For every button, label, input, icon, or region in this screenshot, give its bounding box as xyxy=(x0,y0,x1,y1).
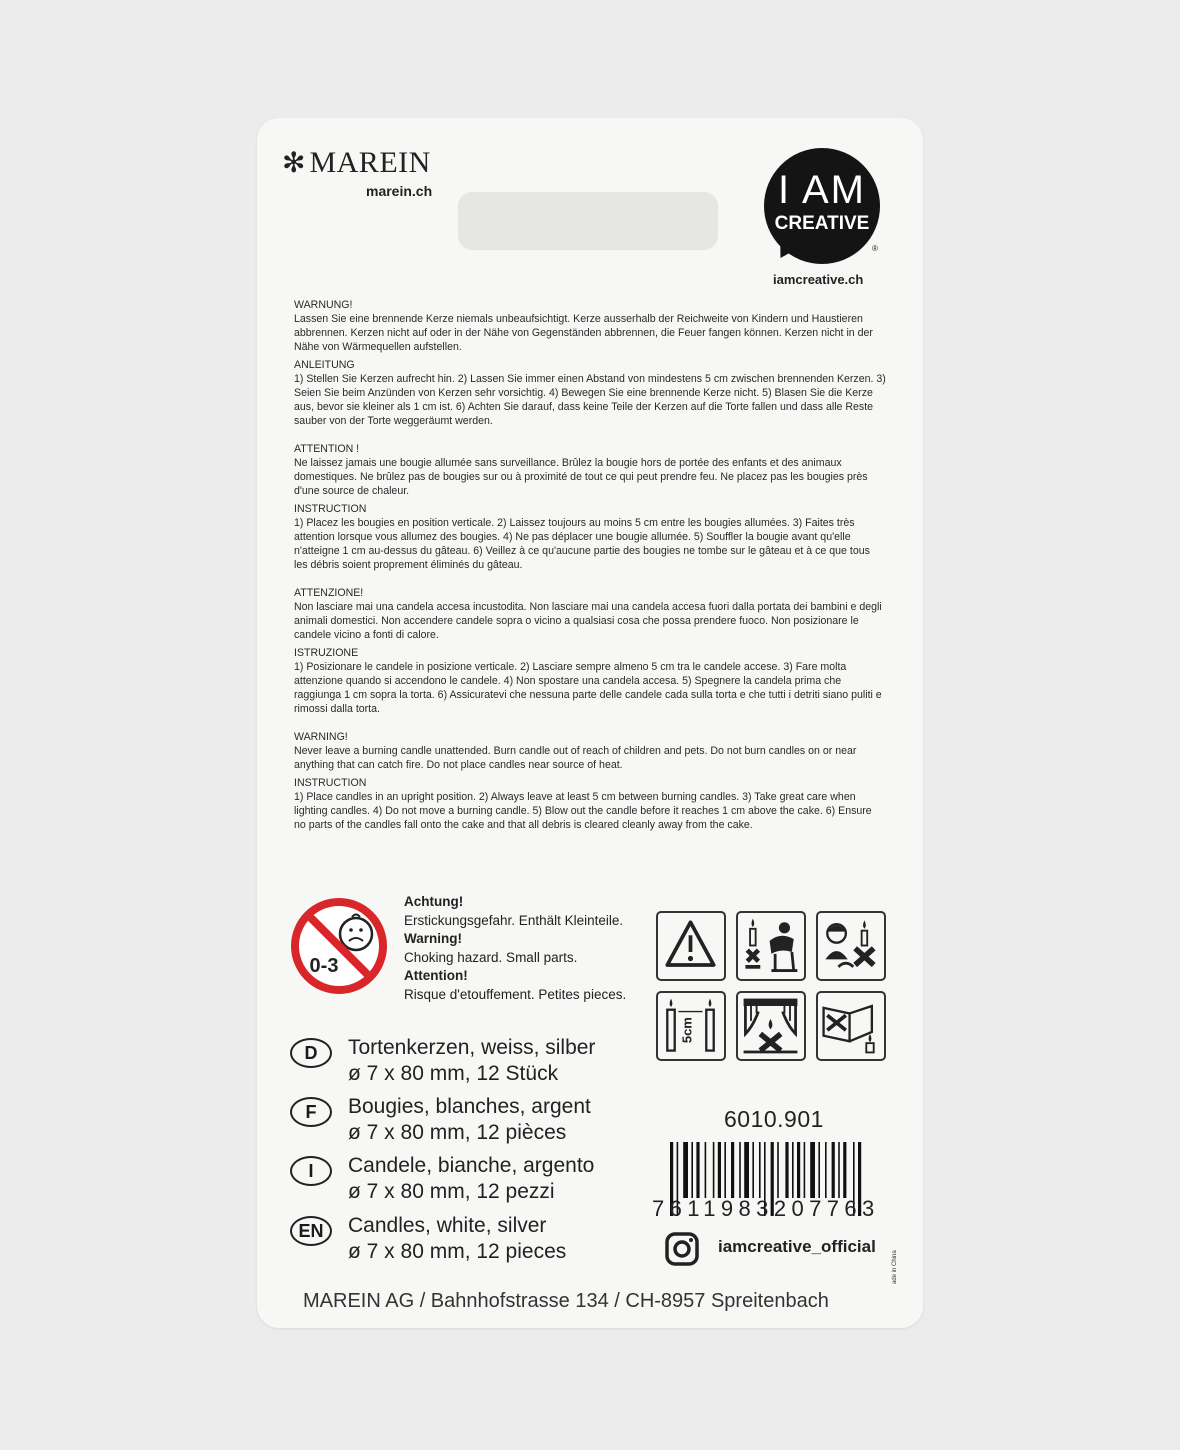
barcode-bar xyxy=(804,1142,806,1198)
barcode-bar xyxy=(696,1142,699,1198)
section-attenzione xyxy=(294,586,886,642)
product-size: ø 7 x 80 mm, 12 pieces xyxy=(348,1240,567,1263)
iam-line2: CREATIVE xyxy=(774,213,870,234)
section-heading: WARNUNG! xyxy=(294,299,353,311)
barcode-bar xyxy=(718,1142,721,1198)
barcode-bar xyxy=(744,1142,749,1198)
section-warnung xyxy=(294,298,886,354)
product-desc-en xyxy=(290,1213,566,1265)
barcode-bar xyxy=(705,1142,707,1198)
instagram-handle: iamcreative_official xyxy=(718,1237,876,1256)
section-instruction-fr xyxy=(294,502,886,572)
candle-near-children-pets-icon xyxy=(816,911,886,981)
candle-near-books-icon xyxy=(816,991,886,1061)
section-heading: ISTRUZIONE xyxy=(294,647,359,659)
barcode-bar xyxy=(785,1142,788,1198)
barcode-bar xyxy=(752,1142,754,1198)
section-heading: INSTRUCTION xyxy=(294,503,367,515)
hazard-title: Warning! xyxy=(404,931,462,946)
brand-name: MAREIN xyxy=(309,146,431,179)
lang-badge-fr: F xyxy=(290,1097,332,1127)
section-heading: WARNING! xyxy=(294,731,348,743)
distance-label: 5cm xyxy=(679,1017,695,1044)
hazard-text: Erstickungsgefahr. Enthält Kleinteile. xyxy=(404,912,624,928)
section-body: 1) Posizionare le candele in posizione verticale. 2) Lasciare sempre almeno 5 cm tra le candele accese. 3) Fare molta attenzione quando si accendono le candele. 4) Non spostare una candela accesa. 5) Spegnere la candela prima che raggiunga 1 cm sopra la torta. 6) Assicuratevi che nessuna parte delle candele cada sulla torta e che tutti i detriti siano puliti e rimossi dalla torta. xyxy=(294,661,882,715)
section-body: Lassen Sie eine brennende Kerze niemals unbeaufsichtigt. Kerze ausserhalb der Reichweite von Kindern und Haustieren abbrennen. Kerzen nicht auf oder in der Nähe von Gegenständen abbrennen, die Feuer fangen können. Kerzen nicht in der Nähe von Wärmequellen aufstellen. xyxy=(294,313,873,353)
candle-distance-icon xyxy=(656,991,726,1061)
section-body: 1) Stellen Sie Kerzen aufrecht hin. 2) Lassen Sie immer einen Abstand von mindestens 5 cm zwischen brennenden Kerzen. 3) Seien Sie beim Anzünden von Kerzen sehr vorsichtig. 4) Bewegen Sie eine brennende Kerze nicht. 5) Blasen Sie die Kerze aus, bevor sie kleiner als 1 cm ist. 6) Achten Sie darauf, dass keine Teile der Kerzen auf die Torte fallen und dass alle Reste sauber von der Torte weggeräumt werden. xyxy=(294,373,886,427)
section-heading: ATTENTION ! xyxy=(294,443,360,455)
barcode-bar xyxy=(792,1142,794,1198)
company-address: MAREIN AG / Bahnhofstrasse 134 / CH-8957 Spreitenbach xyxy=(303,1290,829,1312)
barcode-bar xyxy=(724,1142,726,1198)
section-body: Non lasciare mai una candela accesa incustodita. Non lasciare mai una candela accesa fuori dalla portata dei bambini e degli animali domestici. Non accendere candele sopra o vicino a qualsiasi cosa che possa prendere fuoco. Non posizionare le candele vicino a fonti di calore. xyxy=(294,601,882,641)
lang-badge-de: D xyxy=(290,1038,332,1068)
product-size: ø 7 x 80 mm, 12 pezzi xyxy=(348,1180,555,1203)
age-label: 0-3 xyxy=(309,955,339,977)
product-desc-it xyxy=(290,1153,594,1205)
barcode-bar xyxy=(759,1142,761,1198)
safety-texts xyxy=(294,294,886,832)
barcode-bar xyxy=(739,1142,741,1198)
hazard-title: Achtung! xyxy=(404,894,464,909)
barcode-bar xyxy=(843,1142,846,1198)
choking-hazard-block xyxy=(404,893,626,1004)
barcode-bar xyxy=(731,1142,734,1198)
lang-badge-it: I xyxy=(290,1156,332,1186)
barcode-bar xyxy=(810,1142,815,1198)
instagram-icon xyxy=(665,1232,699,1266)
general-warning-icon xyxy=(656,911,726,981)
article-number: 6010.901 xyxy=(724,1106,824,1132)
section-attention xyxy=(294,442,886,498)
ean-number: 7611983207763 xyxy=(652,1196,880,1221)
hang-hole xyxy=(458,192,718,250)
iam-creative-logo xyxy=(764,148,880,264)
barcode-bar xyxy=(825,1142,827,1198)
section-body: 1) Place candles in an upright position. 2) Always leave at least 5 cm between burning candles. 3) Take great care when lighting candles. 4) Do not move a burning candle. 5) Blow out the candle before it reaches 1 cm above the cake. 6) Ensure no parts of the candles fall onto the cake and that all debris is cleared cleanly away from the cake. xyxy=(294,791,872,831)
iam-line1: I AM xyxy=(777,168,867,212)
iam-url: iamcreative.ch xyxy=(773,272,864,287)
product-size: ø 7 x 80 mm, 12 pièces xyxy=(348,1121,567,1144)
hazard-text: Risque d'etouffement. Petites pieces. xyxy=(404,986,627,1002)
section-anleitung xyxy=(294,358,886,428)
section-body: Never leave a burning candle unattended. Burn candle out of reach of children and pets. Do not burn candles on or near anything that can catch fire. Do not place candles near source of heat. xyxy=(294,745,857,771)
registered-mark: ® xyxy=(872,244,878,253)
brand-url: marein.ch xyxy=(366,183,433,199)
product-name: Bougies, blanches, argent xyxy=(348,1095,591,1118)
hazard-text: Choking hazard. Small parts. xyxy=(404,949,578,965)
section-heading: INSTRUCTION xyxy=(294,777,367,789)
barcode-bar xyxy=(818,1142,820,1198)
barcode-bar xyxy=(683,1142,688,1198)
product-size: ø 7 x 80 mm, 12 Stück xyxy=(348,1062,559,1085)
made-in-label: ade in China xyxy=(892,1250,898,1284)
barcode-bar xyxy=(691,1142,693,1198)
product-desc-fr xyxy=(290,1094,591,1146)
age-warning-icon xyxy=(290,897,388,995)
section-warning-en xyxy=(294,730,886,772)
section-body: 1) Placez les bougies en position verticale. 2) Laissez toujours au moins 5 cm entre les bougies allumées. 3) Faites très attention lorsque vous allumez des bougies. 4) Ne pas déplacer une bougie allumée. 5) Souffler la bougie avant qu'elle n'atteigne 1 cm au-dessus du gâteau. 6) Veillez à ce qu'aucune partie des bougies ne tombe sur le gâteau et à ce que tous les débris soient proprement éliminés du gâteau. xyxy=(294,517,870,571)
section-istruzione xyxy=(294,646,886,716)
barcode-bar xyxy=(838,1142,840,1198)
product-desc-de xyxy=(290,1035,595,1087)
lang-badge-en: EN xyxy=(290,1216,332,1246)
marein-logo xyxy=(282,146,431,180)
barcode-bar xyxy=(832,1142,835,1198)
product-name: Tortenkerzen, weiss, silber xyxy=(348,1036,596,1059)
flower-icon: ✻ xyxy=(282,147,306,178)
candle-near-curtains-icon xyxy=(736,991,806,1061)
section-heading: ATTENZIONE! xyxy=(294,587,364,599)
barcode-bar xyxy=(777,1142,779,1198)
product-name: Candles, white, silver xyxy=(348,1214,547,1237)
hazard-title: Attention! xyxy=(404,968,468,983)
barcode-bar xyxy=(713,1142,715,1198)
section-heading: ANLEITUNG xyxy=(294,359,355,371)
candle-near-baby-icon xyxy=(736,911,806,981)
section-instruction-en xyxy=(294,776,886,832)
barcode-bar xyxy=(797,1142,800,1198)
product-name: Candele, bianche, argento xyxy=(348,1154,595,1177)
section-body: Ne laissez jamais une bougie allumée sans surveillance. Brûlez la bougie hors de portée des enfants et des animaux domestiques. Ne brûlez pas de bougies sur ou à proximité de tout ce qui peut prendre feu. Ne placez pas les bougies près d'une source de chaleur. xyxy=(294,457,868,497)
